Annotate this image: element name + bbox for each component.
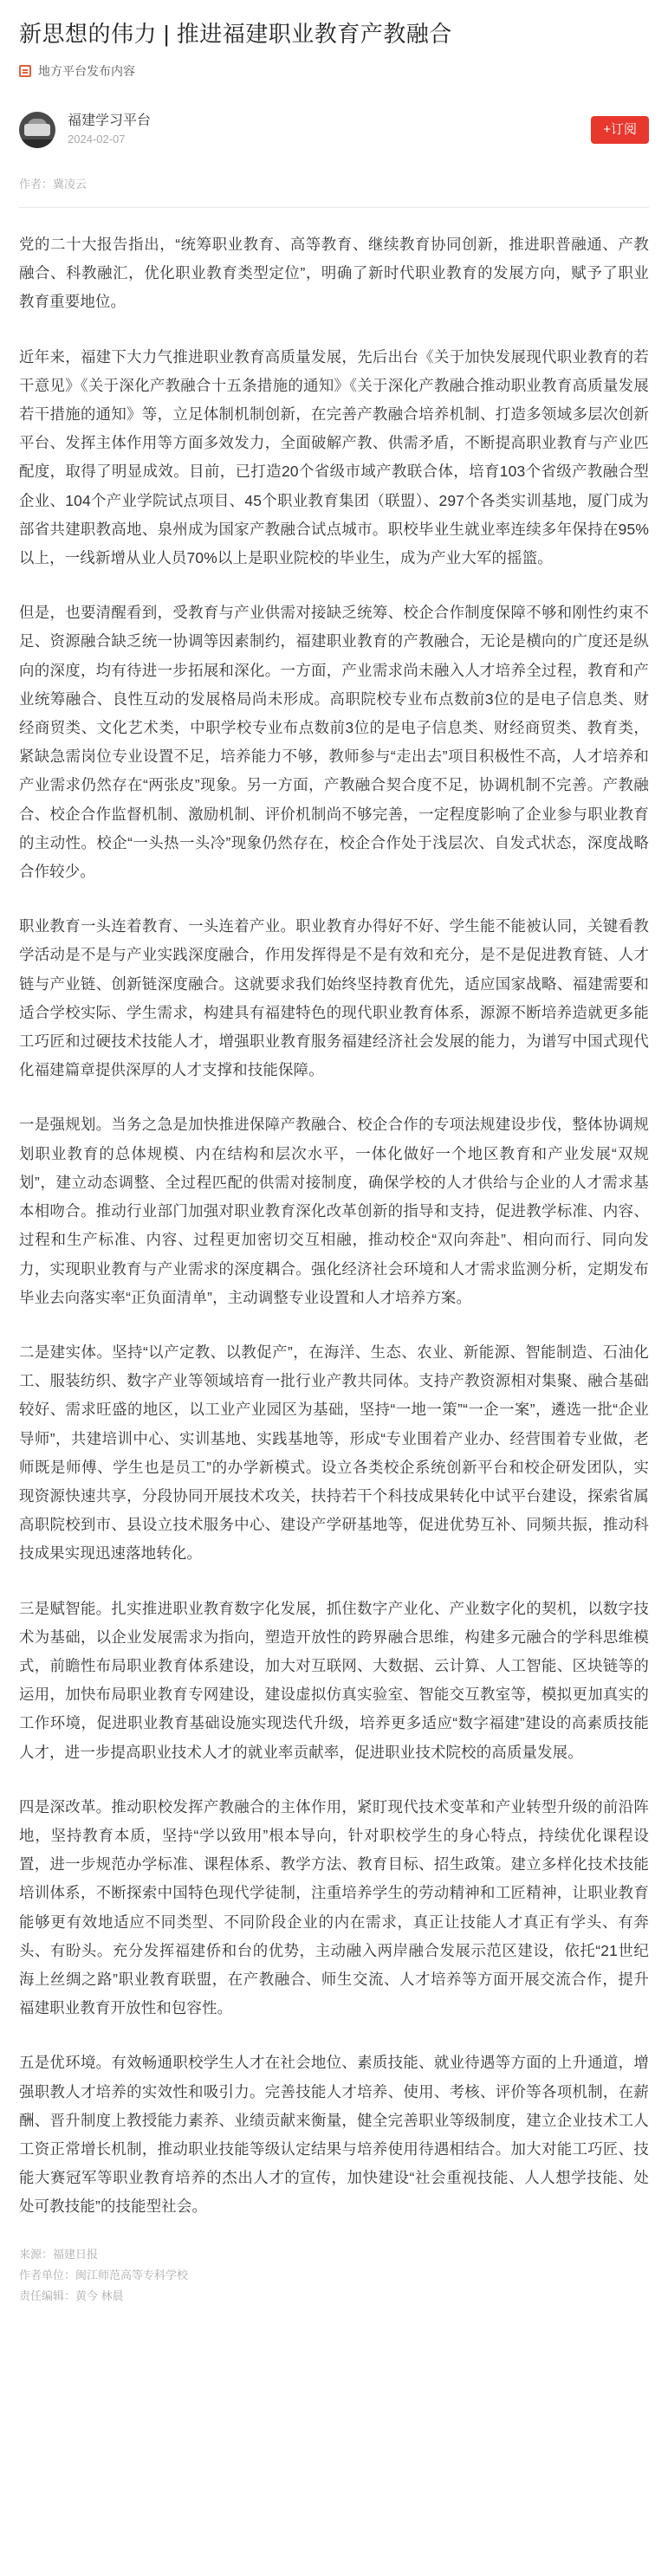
paragraph: 但是，也要清醒看到，受教育与产业供需对接缺乏统筹、校企合作制度保障不够和刚性约束不足、资源融合缺乏统一协调等因素制约，福建职业教育的产教融合，无论是横向的广度还是纵向的深度，均有待进一步拓展和深化。一方面，产业需求尚未融入人才培养全过程，教育和产业统筹融合、良性互动的发展格局尚未形成。高职院校专业布点数前3位的是电子信息类、财经商贸类、文化艺术类，中职学校专业布点数前3位的是电子信息类、财经商贸类、教育类，紧缺急需岗位专业设置不足，培养能力不够，教师参与“走出去”项目积极性不高，人才培养和产业需求仍然存在“两张皮”现象。另一方面，产教融合契合度不足，协调机制不完善。产教融合、校企合作监督机制、激励机制、评价机制尚不够完善，一定程度影响了企业参与职业教育的主动性。校企“一头热一头冷”现象仍然存在，校企合作处于浅层次、自发式状态，深度战略合作较少。 [19, 604, 649, 881]
paragraph: 四是深改革。推动职校发挥产教融合的主体作用，紧盯现代技术变革和产业转型升级的前沿阵地，坚持教育本质，坚持“学以致用”根本导向，针对职校学生的身心特点，持续优化课程设置，进一步规范办学标准、课程体系、教学方法、教育目标、招生政策。建立多样化技术技能培训体系，不断探索中国特色现代学徒制，注重培养学生的劳动精神和工匠精神，让职业教育能够更有效地适应不同类型、不同阶段企业的内在需求，真正让技能人才真正有学头、有奔头、有盼头。充分发挥福建侨和台的优势，主动融入两岸融合发展示范区建设，依托“21世纪海上丝绸之路”职业教育联盟，在产教融合、师生交流、人才培养等方面开展交流合作，提升福建职业教育开放性和包容性。 [19, 1797, 649, 2017]
author-meta [68, 112, 591, 148]
paragraph: 三是赋智能。扎实推进职业教育数字化发展，抓住数字产业化、产业数字化的契机，以数字技术为基础，以企业发展需求为指向，塑造开放性的跨界融合思维，构建多元融合的学科思维模式，前瞻性布局职业教育体系建设，加大对互联网、大数据、云计算、人工智能、区块链等的运用，加快布局职业教育专网建设，建设虚拟仿真实验室、智能交互教室等，模拟更加真实的工作环境，促进职业教育基础设施实现迭代升级，培养更多适应“数字福建”建设的高素质技能人才，进一步提高职业技术人才的就业率贡献率，促进职业技术院校的高质量发展。 [19, 1599, 649, 1761]
source-tag-label: 地方平台发布内容 [38, 64, 135, 78]
author-row [19, 111, 649, 149]
document-icon [19, 65, 31, 77]
subscribe-button[interactable]: +订阅 [591, 116, 649, 144]
publish-date: 2024-02-07 [68, 133, 126, 146]
article-body [19, 230, 649, 2222]
divider [19, 207, 649, 208]
paragraph: 近年来，福建下大力气推进职业教育高质量发展，先后出台《关于加快发展现代职业教育的若干意见》《关于深化产教融合十五条措施的通知》《关于深化产教融合推动职业教育高质量发展若干措施的通知》等，立足体制机制创新，在完善产教融合培养机制、打造多领域多层次创新平台、发挥主体作用等方面多效发力，全面破解产教、供需矛盾，不断提高职业教育与产业匹配度，取得了明显成效。目前，已打造20个省级市域产教联合体，培育103个省级产教融合型企业、104个产业学院试点项目、45个职业教育集团（联盟）、297个各类实训基地，厦门成为部省共建职教高地、泉州成为国家产教融合试点城市。职校毕业生就业率连续多年保持在95%以上，一线新增从业人员70%以上是职业院校的毕业生，成为产业大军的摇篮。 [19, 347, 649, 567]
paragraph: 党的二十大报告指出，“统筹职业教育、高等教育、继续教育协同创新，推进职普融通、产教融合、科教融汇，优化职业教育类型定位”，明确了新时代职业教育的发展方向，赋予了职业教育重要地位。 [19, 236, 649, 311]
article-footer [19, 2244, 649, 2307]
author-name[interactable]: 福建学习平台 [68, 113, 152, 128]
article-title: 新思想的伟力 | 推进福建职业教育产教融合 [19, 21, 452, 47]
source-line: 来源：福建日报 [19, 2247, 99, 2261]
source-tag [19, 62, 649, 80]
paragraph: 二是建实体。坚持“以产定教、以教促产”，在海洋、生态、农业、新能源、智能制造、石油化工、服装纺织、数字产业等领域培育一批行业产教共同体。支持产教资源相对集聚、融合基础较好、需求旺盛的地区，以工业产业园区为基础，坚持“一地一策”“一企一案”，遴选一批“企业导师”，共建培训中心、实训基地、实践基地等，形成“专业围着产业办、经营围着专业做，老师既是师傅、学生也是员工”的办学新模式。设立各类校企系统创新平台和校企研发团队，实现资源快速共享，分段协同开展技术攻关，扶持若干个科技成果转化中试平台建设，探索省属高职院校到市、县设立技术服务中心、建设产学研基地等，促进优势互补、同频共振，推动科技成果实现迅速落地转化。 [19, 1343, 649, 1563]
paragraph: 一是强规划。当务之急是加快推进保障产教融合、校企合作的专项法规建设步伐，整体协调规划职业教育的总体规模、内在结构和层次水平，一体化做好一个地区教育和产业发展“双规划”，建立动态调整、全过程匹配的供需对接制度，确保学校的人才供给与企业的人才需求基本相吻合。推动行业部门加强对职业教育深化改革创新的指导和支持，促进教学标准、内容、过程和生产标准、内容、过程更加密切交互相融，推动校企“双向奔赴”、相向而行、同向发力，实现职业教育与产业需求的深度耦合。强化经济社会环境和人才需求监测分析，定期发布毕业去向落实率“正负面清单”，主动调整专业设置和人才培养方案。 [19, 1116, 649, 1306]
paragraph: 职业教育一头连着教育、一头连着产业。职业教育办得好不好、学生能不能被认同，关键看教学活动是不是与产业实践深度融合，作用发挥得是不是有效和充分，是不是促进教育链、人才链与产业链、创新链深度融合。这就要求我们始终坚持教育优先，适应国家战略、福建需要和适合学校实际、学生需求，构建具有福建特色的现代职业教育体系，源源不断培养造就更多能工巧匠和过硬技术技能人才，增强职业教育服务福建经济社会发展的能力，为谱写中国式现代化福建篇章提供深厚的人才支撑和技能保障。 [19, 917, 649, 1079]
byline: 作者：冀凌云 [19, 178, 88, 191]
avatar[interactable] [19, 112, 55, 148]
author-unit-line: 作者单位：闽江师范高等专科学校 [19, 2268, 189, 2282]
paragraph: 五是优环境。有效畅通职校学生人才在社会地位、素质技能、就业待遇等方面的上升通道，增强职教人才培养的实效性和吸引力。完善技能人才培养、使用、考核、评价等各项机制，在薪酬、晋升制度上教授能力素养、业绩贡献来衡量，健全完善职业等级制度，建立企业技术工人工资正常增长机制，推动职业技能等级认定结果与培养使用待遇相结合。加大对能工巧匠、技能大赛冠军等职业教育培养的杰出人才的宣传，加快建设“社会重视技能、人人想学技能、处处可教技能”的技能型社会。 [19, 2054, 649, 2216]
editor-line: 责任编辑：黄今 林晨 [19, 2288, 124, 2302]
